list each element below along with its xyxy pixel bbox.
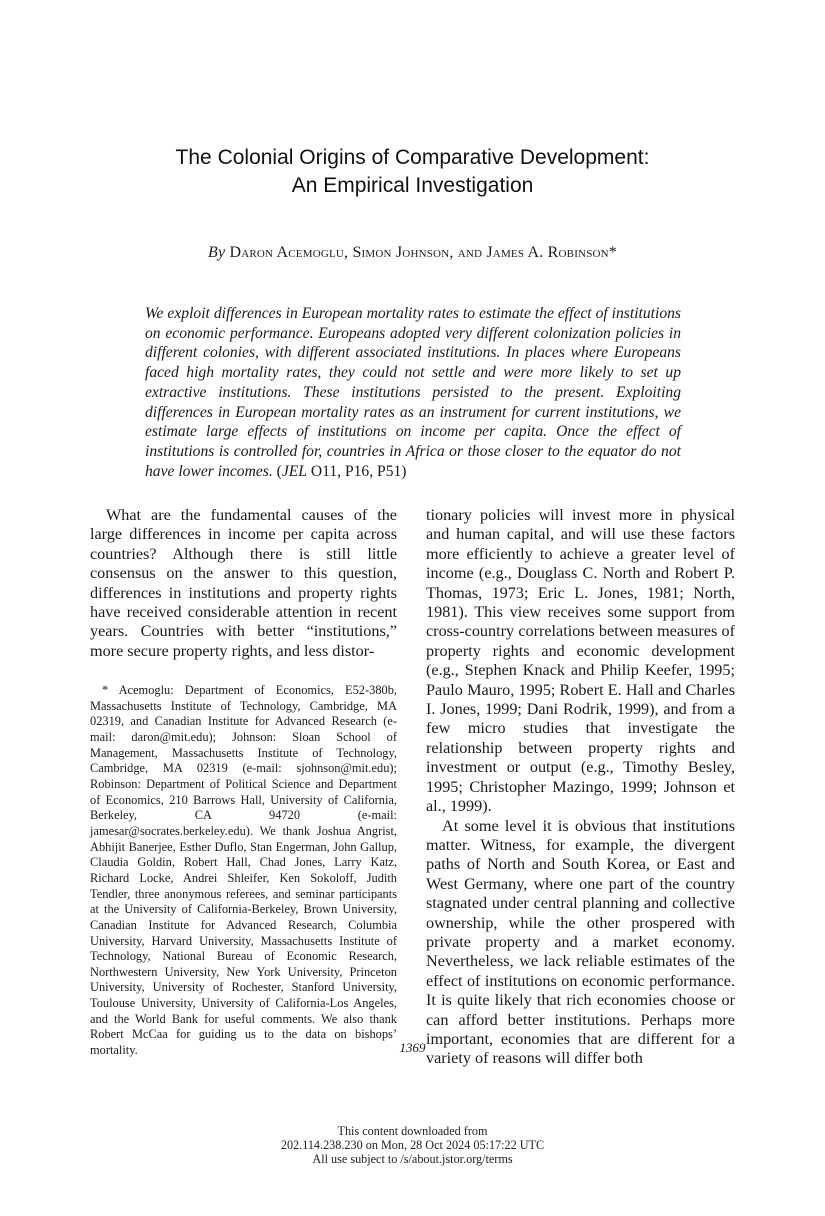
- intro-paragraph: What are the fundamental causes of the large differences in income per capita across countries? Although there is still little consensus on the answer to this question, differences in institutions and property rights have received considerable attention in recent years. Countries with better “institutions,” more secure property rights, and less distor-: [90, 506, 397, 660]
- abstract: [145, 304, 681, 481]
- jstor-notice: [0, 1124, 825, 1166]
- footnote-text: * Acemoglu: Department of Economics, E52-380b, Massachusetts Institute of Technology, Cambridge, MA 02319, and Canadian Institute for Advanced Research (e-mail: daron@mit.edu); Johnson: Sloan School of Management, Massachusetts Institute of Technology, Cambridge, MA 02319 (e-mail: sjohnson@mit.edu); Robinson: Department of Political Science and Department of Economics, 210 Barrows Hall, University of California, Berkeley, CA 94720 (e-mail: jamesar@socrates.berkeley.edu). We thank Joshua Angrist, Abhijit Banerjee, Esther Duflo, Stan Engerman, John Gallup, Claudia Goldin, Robert Hall, Chad Jones, Larry Katz, Richard Locke, Andrei Shleifer, Ken Sokoloff, Judith Tendler, three anonymous referees, and seminar participants at the University of California-Berkeley, Brown University, Canadian Institute for Advanced Research, Columbia University, Harvard University, Massachusetts Institute of Technology, National Bureau of Economic Research, Northwestern University, New York University, Princeton University, University of Rochester, Stanford University, Toulouse University, University of California-Los Angeles, and the World Bank for useful comments. We also thank Robert McCaa for guiding us to the data on bishops’ mortality.: [90, 683, 397, 1058]
- body-paragraph-2: At some level it is obvious that institutions matter. Witness, for example, the divergent paths of North and South Korea, or East and West Germany, where one part of the country stagnated under central planning and collective ownership, while the other prospered with private property and a market economy. Nevertheless, we lack reliable estimates of the effect of institutions on economic performance. It is quite likely that rich economies choose or can afford better institutions. Perhaps more important, economies that are different for a variety of reasons will differ both: [426, 816, 735, 1068]
- author-footnote: [90, 683, 397, 1059]
- jstor-line-1: This content downloaded from: [337, 1124, 488, 1138]
- jel-codes: O11, P16, P51): [306, 462, 407, 480]
- jel-label: JEL: [281, 462, 307, 480]
- body-paragraph-1: tionary policies will invest more in physical and human capital, and will use these factors more efficiently to achieve a greater level of income (e.g., Douglass C. North and Robert P. Thomas, 1973; Eric L. Jones, 1981; North, 1981). This view receives some support from cross-country correlations between measures of property rights and economic development (e.g., Stephen Knack and Philip Keefer, 1995; Paulo Mauro, 1995; Robert E. Hall and Charles I. Jones, 1999; Dani Rodrik, 1999), and from a few micro studies that investigate the relationship between property rights and investment or output (e.g., Timothy Besley, 1995; Christopher Mazingo, 1999; Johnson et al., 1999).: [426, 506, 735, 816]
- left-column: [90, 506, 397, 661]
- title-line-1: The Colonial Origins of Comparative Development:: [175, 146, 650, 169]
- by-label: By: [207, 244, 226, 261]
- author-line: [0, 244, 825, 262]
- author-names: Daron Acemoglu, Simon Johnson, and James A. Robinson*: [229, 244, 618, 261]
- jstor-line-2: 202.114.238.230 on Mon, 28 Oct 2024 05:17:22 UTC: [280, 1138, 545, 1152]
- jel-open: (: [276, 462, 282, 480]
- abstract-text: We exploit differences in European mortality rates to estimate the effect of institutions on economic performance. Europeans adopted very different colonization policies in different colonies, with different associated institutions. In places where Europeans faced high mortality rates, they could not settle and were more likely to set up extractive institutions. These institutions persisted to the present. Exploiting differences in European mortality rates as an instrument for current institutions, we estimate large effects of institutions on income per capita. Once the effect of institutions is controlled for, countries in Africa or those closer to the equator do not have lower incomes.: [145, 305, 681, 480]
- page-number: 1369: [399, 1040, 426, 1055]
- right-column: [426, 506, 735, 1069]
- title-line-2: An Empirical Investigation: [291, 174, 534, 197]
- jstor-line-3: All use subject to /s/about.jstor.org/terms: [312, 1152, 513, 1166]
- paper-title: [0, 144, 825, 200]
